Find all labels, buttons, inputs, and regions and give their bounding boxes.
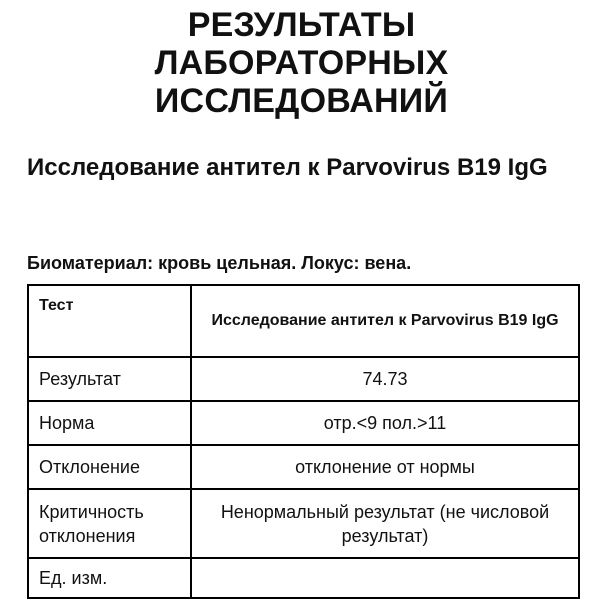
row-value-units xyxy=(191,558,579,598)
row-label-units: Ед. изм. xyxy=(28,558,191,598)
header-value-cell: Исследование антител к Parvovirus B19 IgG xyxy=(191,285,579,357)
row-label-result: Результат xyxy=(28,357,191,401)
biomaterial-info: Биоматериал: кровь цельная. Локус: вена. xyxy=(27,253,412,273)
row-value-deviation: отклонение от нормы xyxy=(191,445,579,489)
row-value-norm: отр.<9 пол.>11 xyxy=(191,401,579,445)
row-value-criticality: Ненормальный результат (не числовой результат) xyxy=(191,489,579,558)
results-table xyxy=(27,284,580,599)
row-label-deviation: Отклонение xyxy=(28,445,191,489)
test-subtitle: Исследование антител к Parvovirus B19 IgG xyxy=(27,154,548,181)
table-row xyxy=(28,489,579,558)
table-row xyxy=(28,445,579,489)
page-title-line-2: ЛАБОРАТОРНЫХ xyxy=(154,44,449,82)
table-row xyxy=(28,357,579,401)
page-title-line-3: ИССЛЕДОВАНИЙ xyxy=(154,82,449,120)
table-row xyxy=(28,558,579,598)
table-header-row xyxy=(28,285,579,357)
table-row xyxy=(28,401,579,445)
page-title xyxy=(0,6,603,120)
row-value-result: 74.73 xyxy=(191,357,579,401)
header-label-cell: Тест xyxy=(28,285,191,357)
row-label-norm: Норма xyxy=(28,401,191,445)
row-label-criticality: Критичность отклонения xyxy=(28,489,191,558)
page-title-line-1: РЕЗУЛЬТАТЫ xyxy=(187,6,416,44)
